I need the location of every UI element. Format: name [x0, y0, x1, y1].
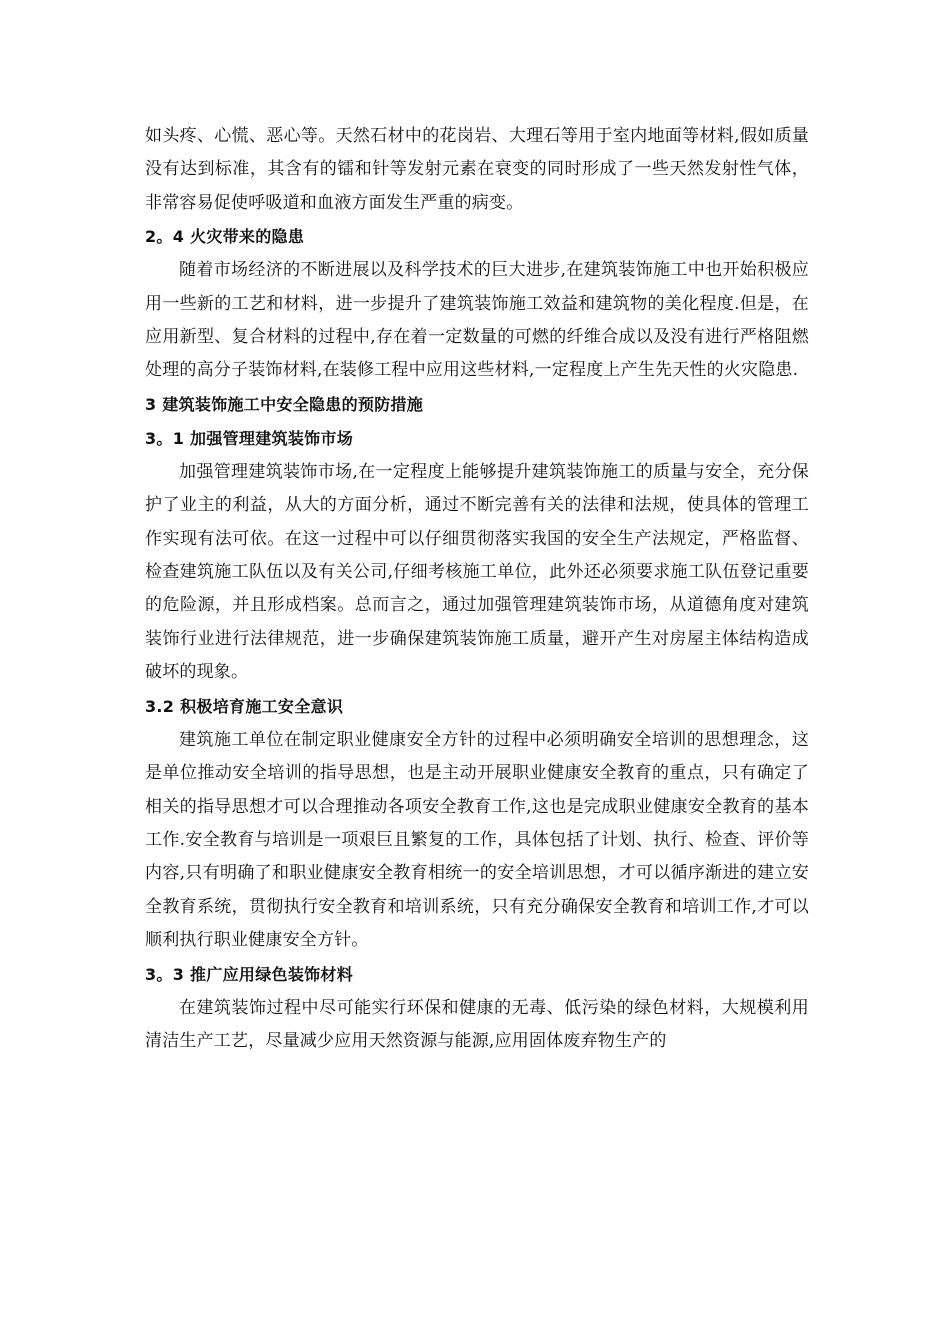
document-body — [145, 120, 809, 1058]
section-heading-2-4: 2。4 火灾带来的隐患 — [145, 227, 305, 247]
section-heading-3-2: 3.2 积极培育施工安全意识 — [145, 696, 344, 716]
paragraph-radiation-hazards: 如头疼、心慌、恶心等。天然石材中的花岗岩、大理石等用于室内地面等材料,假如质量没有达到标准，其含有的镭和针等发射元素在衰变的同时形成了一些天然发射性气体，非常容易促使呼吸道和血液方面发生严重的病变。 — [145, 126, 809, 213]
section-heading-3-3: 3。3 推广应用绿色装饰材料 — [145, 964, 354, 984]
paragraph-market-management: 加强管理建筑装饰市场,在一定程度上能够提升建筑装饰施工的质量与安全，充分保护了业主的利益，从大的方面分析，通过不断完善有关的法律和法规，使具体的管理工作实现有法可依。在这一过程中可以仔细贯彻落实我国的安全生产法规定，严格监督、检查建筑施工队伍以及有关公司,仔细考核施工单位，此外还必须要求施工队伍登记重要的危险源，并且形成档案。总而言之，通过加强管理建筑装饰市场，从道德角度对建筑装饰行业进行法律规范，进一步确保建筑装饰施工质量，避开产生对房屋主体结构造成破坏的现象。 — [145, 461, 809, 683]
paragraph-green-materials: 在建筑装饰过程中尽可能实行环保和健康的无毒、低污染的绿色材料，大规模利用清洁生产工艺，尽量减少应用天然资源与能源,应用固体废弃物生产的 — [145, 997, 809, 1051]
paragraph-safety-awareness: 建筑施工单位在制定职业健康安全方针的过程中必须明确安全培训的思想理念，这是单位推动安全培训的指导思想，也是主动开展职业健康安全教育的重点，只有确定了相关的指导思想才可以合理推动各项安全教育工作,这也是完成职业健康安全教育的基本工作.安全教育与培训是一项艰巨且繁复的工作，具体包括了计划、执行、检查、评价等内容,只有明确了和职业健康安全教育相统一的安全培训思想，才可以循序渐进的建立安全教育系统，贯彻执行安全教育和培训系统，只有充分确保安全教育和培训工作,才可以顺利执行职业健康安全方针。 — [145, 729, 809, 951]
paragraph-fire-hazards: 随着市场经济的不断进展以及科学技术的巨大进步,在建筑装饰施工中也开始积极应用一些新的工艺和材料，进一步提升了建筑装饰施工效益和建筑物的美化程度.但是，在应用新型、复合材料的过程中,存在着一定数量的可燃的纤维合成以及没有进行严格阻燃处理的高分子装饰材料,在装修工程中应用这些材料,一定程度上产生先天性的火灾隐患. — [145, 260, 809, 381]
section-heading-3: 3 建筑装饰施工中安全隐患的预防措施 — [145, 394, 424, 414]
section-heading-3-1: 3。1 加强管理建筑装饰市场 — [145, 428, 354, 448]
